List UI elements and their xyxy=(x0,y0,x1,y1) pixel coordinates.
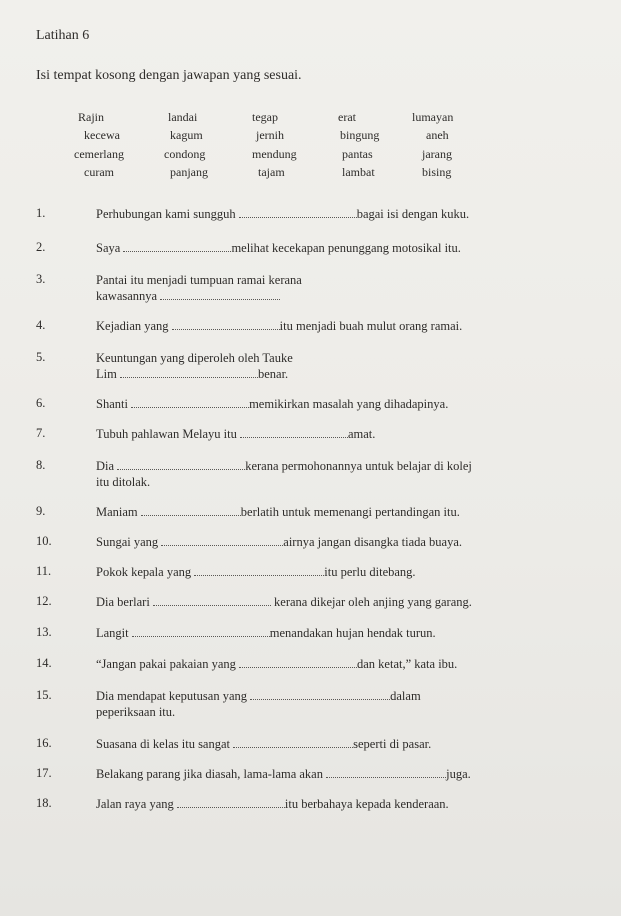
question-number: 10. xyxy=(36,534,52,548)
question-prefix: Saya xyxy=(96,241,121,255)
question-number: 14. xyxy=(36,656,52,670)
question-suffix: menandakan hujan hendak turun. xyxy=(269,626,436,640)
question-suffix: dan ketat,” kata ibu. xyxy=(357,657,458,671)
question-prefix: Dia berlari xyxy=(96,595,150,609)
question-suffix: itu berbahaya kepada kenderaan. xyxy=(284,797,449,811)
question-prefix: Jalan raya yang xyxy=(96,797,174,811)
question-text xyxy=(96,318,576,334)
word-bank-word: jarang xyxy=(422,147,452,161)
word-bank-word: curam xyxy=(84,165,114,179)
question-text xyxy=(96,350,576,382)
question-number: 8. xyxy=(36,458,46,472)
question-number: 2. xyxy=(36,240,46,254)
answer-blank[interactable] xyxy=(326,766,446,778)
question-prefix: Maniam xyxy=(96,505,138,519)
question-prefix: Lim xyxy=(96,367,117,381)
question-number: 13. xyxy=(36,625,52,639)
question-number: 7. xyxy=(36,426,46,440)
word-bank-row xyxy=(60,128,510,144)
word-bank-word: panjang xyxy=(170,165,208,179)
question-text xyxy=(96,426,576,442)
answer-blank[interactable] xyxy=(141,504,241,516)
word-bank-word: condong xyxy=(164,147,206,161)
word-bank-word: kecewa xyxy=(84,128,120,142)
word-bank-word: Rajin xyxy=(78,110,104,124)
question-suffix: bagai isi dengan kuku. xyxy=(356,207,470,221)
answer-blank[interactable] xyxy=(194,564,324,576)
answer-blank[interactable] xyxy=(131,396,249,408)
question-prefix: Sungai yang xyxy=(96,535,159,549)
question-prefix: Pokok kepala yang xyxy=(96,565,192,579)
question-number: 11. xyxy=(36,564,52,578)
answer-blank[interactable] xyxy=(160,288,280,300)
word-bank xyxy=(60,110,510,182)
question-suffix: memikirkan masalah yang dihadapinya. xyxy=(249,397,449,411)
question-text xyxy=(96,656,576,672)
answer-blank[interactable] xyxy=(117,458,245,470)
question-text xyxy=(96,736,576,752)
question-prefix: Belakang parang jika diasah, lama-lama akan xyxy=(96,767,323,781)
word-bank-word: landai xyxy=(168,110,198,124)
question-text xyxy=(96,240,576,256)
question-text xyxy=(96,594,576,610)
question-text xyxy=(96,504,576,520)
question-prefix: kawasannya xyxy=(96,289,158,303)
question-prefix: Dia xyxy=(96,459,115,473)
question-suffix: seperti di pasar. xyxy=(353,737,432,751)
question-number: 6. xyxy=(36,396,46,410)
question-suffix: airnya jangan disangka tiada buaya. xyxy=(283,535,463,549)
word-bank-row xyxy=(60,165,510,181)
question-suffix: itu perlu ditebang. xyxy=(324,565,416,579)
question-prefix: Shanti xyxy=(96,397,128,411)
question-text xyxy=(96,796,576,812)
question-number: 1. xyxy=(36,206,46,220)
answer-blank[interactable] xyxy=(120,366,258,378)
question-suffix: kerana permohonannya untuk belajar di kolej xyxy=(245,459,472,473)
question-text xyxy=(96,625,576,641)
question-text xyxy=(96,458,576,490)
answer-blank[interactable] xyxy=(161,534,283,546)
word-bank-word: lumayan xyxy=(412,110,454,124)
question-prefix: Kejadian yang xyxy=(96,319,169,333)
word-bank-word: lambat xyxy=(342,165,375,179)
answer-blank[interactable] xyxy=(177,796,285,808)
worksheet-title: Latihan 6 xyxy=(36,28,90,43)
answer-blank[interactable] xyxy=(239,206,357,218)
answer-blank[interactable] xyxy=(132,625,270,637)
question-number: 3. xyxy=(36,272,46,286)
question-text xyxy=(96,396,576,412)
question-text xyxy=(96,766,576,782)
question-suffix: kerana dikejar oleh anjing yang garang. xyxy=(270,595,472,609)
answer-blank[interactable] xyxy=(233,736,353,748)
question-text xyxy=(96,688,576,720)
question-prefix: Langit xyxy=(96,626,129,640)
instruction-text: Isi tempat kosong dengan jawapan yang sesuai. xyxy=(36,68,302,83)
question-suffix: juga. xyxy=(446,767,471,781)
question-prefix: “Jangan pakai pakaian yang xyxy=(96,657,236,671)
word-bank-word: tajam xyxy=(258,165,285,179)
question-text xyxy=(96,564,576,580)
answer-blank[interactable] xyxy=(123,240,231,252)
word-bank-word: mendung xyxy=(252,147,297,161)
word-bank-word: bingung xyxy=(340,128,380,142)
question-number: 17. xyxy=(36,766,52,780)
word-bank-row xyxy=(60,110,510,126)
word-bank-word: kagum xyxy=(170,128,203,142)
word-bank-word: jernih xyxy=(256,128,284,142)
question-text xyxy=(96,206,576,222)
question-suffix: amat. xyxy=(347,427,376,441)
question-line: itu ditolak. xyxy=(96,475,151,489)
question-number: 15. xyxy=(36,688,52,702)
question-suffix: itu menjadi buah mulut orang ramai. xyxy=(279,319,463,333)
question-number: 4. xyxy=(36,318,46,332)
question-suffix: dalam xyxy=(390,689,421,703)
answer-blank[interactable] xyxy=(153,594,271,606)
answer-blank[interactable] xyxy=(240,426,348,438)
question-number: 18. xyxy=(36,796,52,810)
word-bank-word: aneh xyxy=(426,128,449,142)
question-suffix: berlatih untuk memenangi pertandingan itu. xyxy=(240,505,460,519)
question-number: 9. xyxy=(36,504,46,518)
question-suffix: benar. xyxy=(257,367,289,381)
question-suffix: melihat kecekapan penunggang motosikal itu. xyxy=(231,241,461,255)
question-prefix: Dia mendapat keputusan yang xyxy=(96,689,247,703)
question-line: Pantai itu menjadi tumpuan ramai kerana xyxy=(96,273,302,287)
question-number: 16. xyxy=(36,736,52,750)
word-bank-word: cemerlang xyxy=(74,147,124,161)
answer-blank[interactable] xyxy=(250,688,390,700)
word-bank-word: pantas xyxy=(342,147,373,161)
word-bank-word: bising xyxy=(422,165,452,179)
answer-blank[interactable] xyxy=(172,318,280,330)
question-prefix: Perhubungan kami sungguh xyxy=(96,207,236,221)
word-bank-word: erat xyxy=(338,110,356,124)
question-text xyxy=(96,272,576,304)
word-bank-row xyxy=(60,147,510,163)
question-line: Keuntungan yang diperoleh oleh Tauke xyxy=(96,351,293,365)
question-prefix: Tubuh pahlawan Melayu itu xyxy=(96,427,237,441)
word-bank-word: tegap xyxy=(252,110,278,124)
answer-blank[interactable] xyxy=(239,656,357,668)
question-number: 12. xyxy=(36,594,52,608)
question-text xyxy=(96,534,576,550)
question-number: 5. xyxy=(36,350,46,364)
question-prefix: Suasana di kelas itu sangat xyxy=(96,737,230,751)
question-line: peperiksaan itu. xyxy=(96,705,176,719)
